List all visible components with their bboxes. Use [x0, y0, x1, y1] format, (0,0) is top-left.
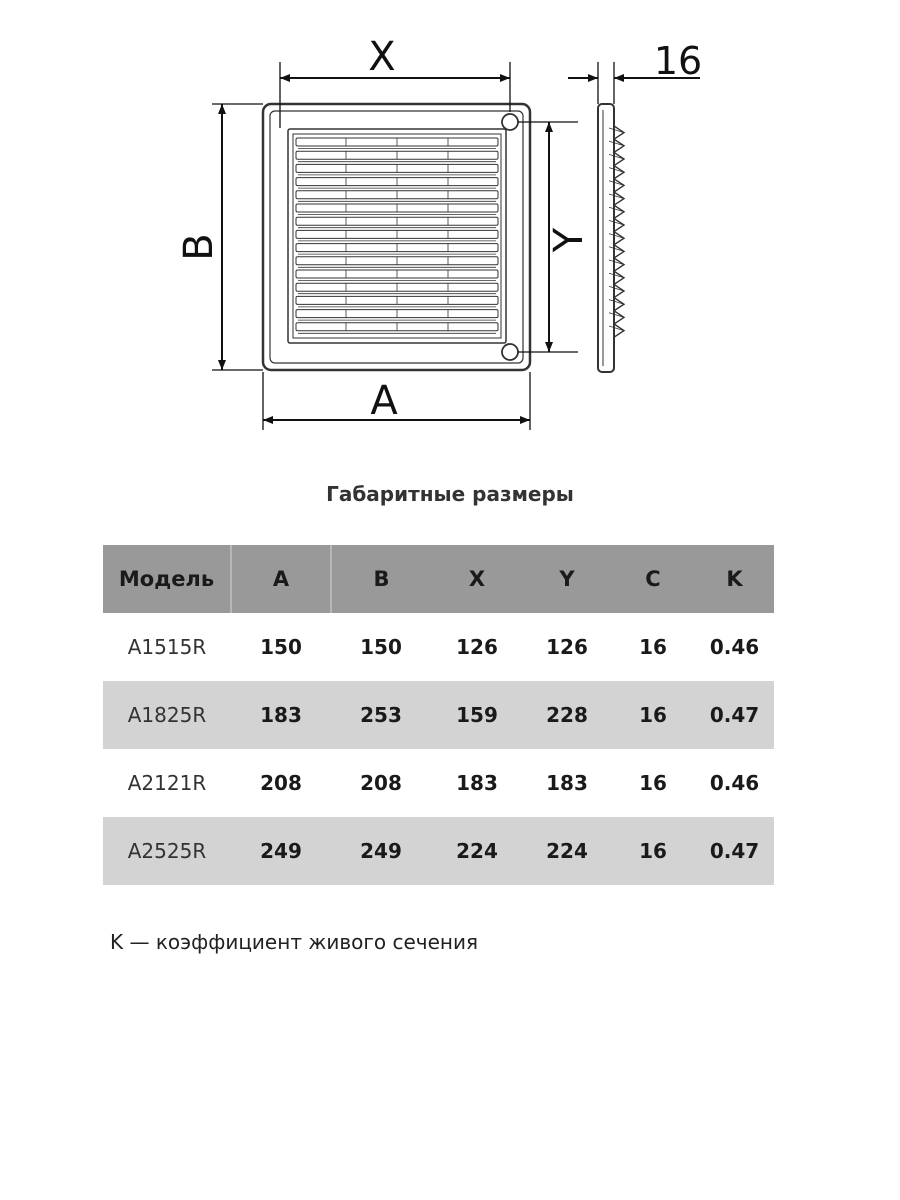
- k-coefficient-note: K — коэффициент живого сечения: [110, 930, 478, 954]
- dim-label-c: 16: [653, 39, 703, 83]
- header-b: B: [331, 545, 431, 613]
- header-c: C: [611, 545, 695, 613]
- grille-side-view: [598, 104, 624, 372]
- header-y: Y: [523, 545, 611, 613]
- cell-b: 249: [331, 817, 431, 885]
- cell-a: 208: [260, 771, 302, 795]
- header-model: Модель: [103, 545, 231, 613]
- table-row: [103, 817, 774, 885]
- header-x: X: [431, 545, 523, 613]
- cell-k: 0.47: [695, 817, 774, 885]
- cell-c: 16: [639, 771, 667, 795]
- dim-label-y: Y: [546, 227, 592, 253]
- grille-dimension-drawing: [0, 0, 900, 460]
- cell-model: A1515R: [127, 635, 207, 659]
- cell-b: 253: [331, 681, 431, 749]
- dimensions-table: [103, 545, 774, 885]
- grille-front-view: [263, 104, 530, 370]
- dimension-lines: [212, 62, 700, 430]
- table-row: [103, 749, 774, 817]
- cell-model: A2121R: [127, 771, 207, 795]
- cell-model: A1825R: [103, 681, 231, 749]
- dim-label-x: X: [368, 34, 396, 80]
- cell-c: 16: [639, 635, 667, 659]
- cell-k: 0.47: [695, 681, 774, 749]
- table-row: [103, 613, 774, 681]
- cell-model: A2525R: [103, 817, 231, 885]
- cell-k: 0.46: [709, 635, 760, 659]
- cell-y: 183: [546, 771, 588, 795]
- cell-x: 126: [456, 635, 498, 659]
- cell-a: 150: [260, 635, 302, 659]
- cell-a: 249: [231, 817, 331, 885]
- table-header-row: [103, 545, 774, 613]
- header-k: K: [695, 545, 774, 613]
- cell-y: 228: [523, 681, 611, 749]
- cell-a: 183: [231, 681, 331, 749]
- cell-x: 183: [456, 771, 498, 795]
- cell-x: 159: [431, 681, 523, 749]
- cell-y: 126: [546, 635, 588, 659]
- cell-x: 224: [431, 817, 523, 885]
- louver-slats: [296, 138, 498, 333]
- cell-c: 16: [611, 681, 695, 749]
- header-a: A: [231, 545, 331, 613]
- table-row: [103, 681, 774, 749]
- cell-b: 150: [360, 635, 402, 659]
- cell-k: 0.46: [709, 771, 760, 795]
- side-louver-profile: [609, 126, 624, 337]
- screw-hole-bottom-icon: [502, 344, 518, 360]
- dim-label-b: B: [176, 233, 222, 261]
- section-title: Габаритные размеры: [326, 482, 574, 506]
- dim-label-a: A: [370, 378, 398, 424]
- screw-hole-top-icon: [502, 114, 518, 130]
- cell-b: 208: [360, 771, 402, 795]
- cell-y: 224: [523, 817, 611, 885]
- cell-c: 16: [611, 817, 695, 885]
